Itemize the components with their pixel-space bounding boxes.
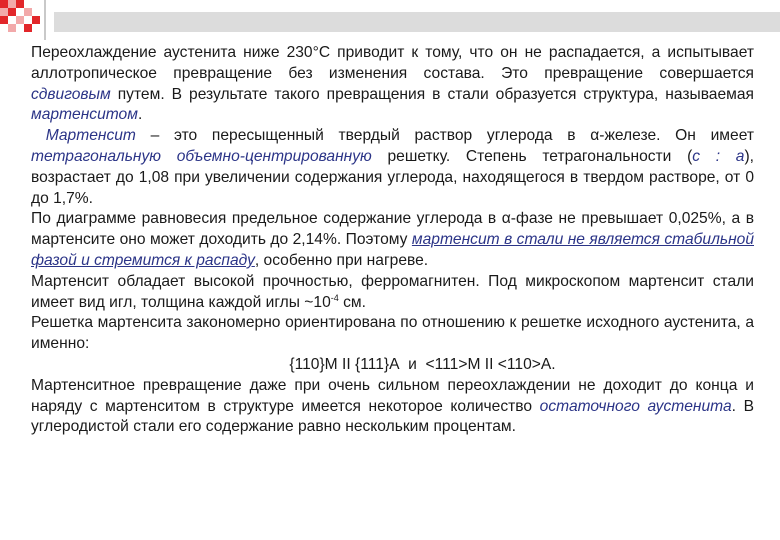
term: Мартенсит bbox=[45, 127, 136, 145]
text-run: {110}М II {111}А и <111>М II <110>А. bbox=[289, 355, 556, 373]
lattice-relation bbox=[31, 355, 754, 376]
slide-header-decoration bbox=[0, 0, 780, 40]
text-run: -фазе не превышает 0,025%, а в мартенсите оно может доходить до 2,14%. Поэтому bbox=[31, 210, 754, 249]
decor-square bbox=[0, 8, 8, 16]
text-run: ), возрастает до 1,08 при увеличении содержания углерода, находящегося в твердом растворе, от 0 до 1,7%. bbox=[31, 147, 754, 207]
decor-square bbox=[8, 0, 16, 8]
header-bar bbox=[54, 12, 780, 32]
decor-square bbox=[0, 16, 8, 24]
text-run: , особенно при нагреве. bbox=[254, 251, 429, 269]
alpha-symbol: α bbox=[501, 210, 511, 228]
paragraph bbox=[31, 43, 754, 126]
text-run: Мартенситное превращение даже при очень сильном переохлаждении не доходит до конца и наряду с мартенситом в структуре имеется некоторое количество bbox=[31, 376, 754, 415]
text-run: . В углеродистой стали его содержание равно нескольким процентам. bbox=[31, 397, 754, 436]
text-run: -железе. Он имеет bbox=[599, 127, 754, 145]
paragraph bbox=[31, 272, 754, 314]
decor-square bbox=[0, 0, 8, 8]
text-run: решетку. Степень тетрагональности ( bbox=[371, 147, 693, 165]
text-run: путем. В результате такого превращения в стали образуется структура, называемая bbox=[110, 85, 754, 103]
decor-square bbox=[16, 16, 24, 24]
term-underlined: мартенсит в стали не является стабильной фазой и стремится к распаду bbox=[31, 231, 754, 269]
paragraph bbox=[31, 209, 754, 271]
term: мартенситом bbox=[31, 106, 138, 124]
alpha-symbol: α bbox=[590, 127, 600, 145]
text-run: Переохлаждение аустенита ниже 230°С приводит к тому, что он не распадается, а испытывает аллотропическое превращение без изменения состава. Это превращение совершается bbox=[31, 44, 754, 82]
term: сдвиговым bbox=[31, 85, 111, 103]
header-divider bbox=[44, 0, 46, 40]
decor-square bbox=[16, 0, 24, 8]
term: с : а bbox=[692, 147, 745, 165]
decor-square bbox=[8, 24, 16, 32]
decor-square bbox=[32, 16, 40, 24]
superscript: -4 bbox=[330, 292, 339, 303]
text-run: см. bbox=[338, 293, 366, 311]
paragraph: Решетка мартенсита закономерно ориентирована по отношению к решетке исходного аустенита, а именно: bbox=[31, 314, 754, 353]
document-body bbox=[31, 43, 754, 438]
text-run: – это пересыщенный твердый раствор углерода в bbox=[135, 127, 591, 145]
text-run: По диаграмме равновесия предельное содержание углерода в bbox=[31, 210, 502, 228]
paragraph bbox=[31, 126, 754, 209]
term: тетрагональную объемно-центрированную bbox=[31, 147, 372, 165]
text-run: Мартенсит обладает высокой прочностью, ферромагнитен. Под микроскопом мартенсит стали имеет вид игл, толщина каждой иглы ~10 bbox=[31, 272, 754, 311]
decor-square bbox=[8, 8, 16, 16]
paragraph bbox=[31, 376, 754, 438]
term: остаточного аустенита bbox=[539, 397, 732, 415]
text-run: . bbox=[137, 106, 143, 124]
decor-square bbox=[24, 8, 32, 16]
decor-square bbox=[24, 24, 32, 32]
